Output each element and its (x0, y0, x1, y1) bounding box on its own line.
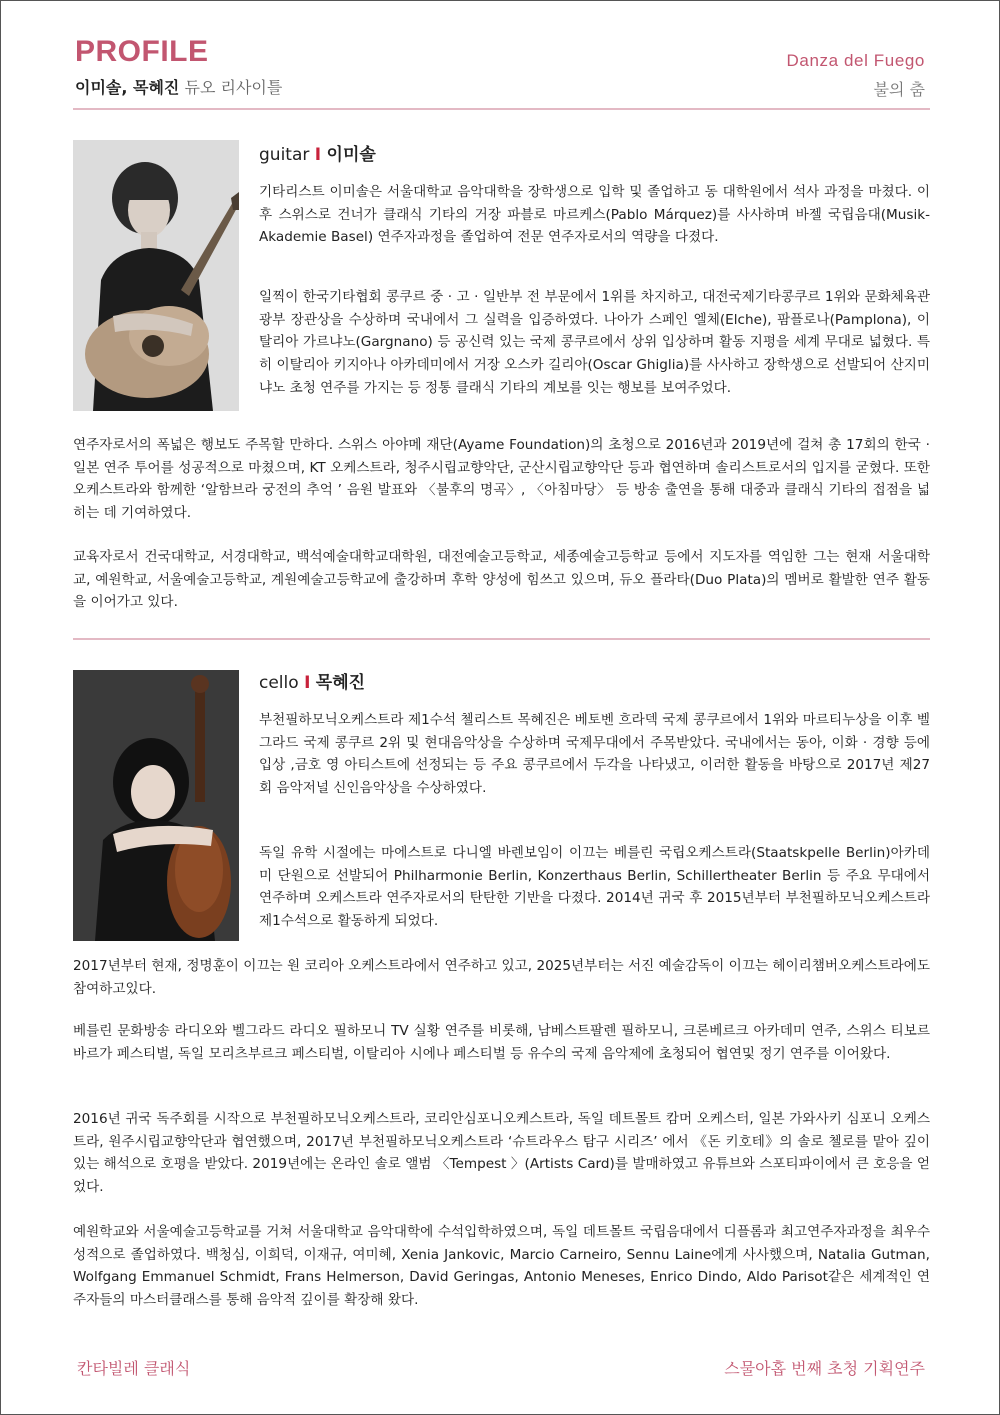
guitarist-bio-paragraph: 기타리스트 이미솔은 서울대학교 음악대학을 장학생으로 입학 및 졸업하고 동 대학원에서 석사 과정을 마쳤다. 이후 스위스로 건너가 클래식 기타의 거장 파블로 마르케스(Pablo Márquez)를 사사하며 바젤 국립음대(Musik-Akademie Basel) 연주자과정을 졸업하여 전문 연주자로서의 역량을 다졌다. (259, 184, 930, 246)
guitarist-photo (73, 140, 239, 411)
performer-names: 이미솔, 목혜진 (75, 78, 180, 97)
cellist-bio-paragraph: 2016년 귀국 독주회를 시작으로 부천필하모닉오케스트라, 코리안심포니오케스트라, 독일 데트몰트 캄머 오케스터, 일본 가와사키 심포니 오케스트라, 원주시립교향악단과 협연했으며, 2017년 부천필하모닉오케스트라 ‘슈트라우스 탐구 시리즈’ 에서 《돈 키호테》의 솔로 첼로를 맡아 깊이 있는 해석으로 호평을 받았다. 2019년에는 온라인 솔로 앨범 〈Tempest 〉(Artists Card)를 발매하였고 유튜브와 스포티파이에서 큰 호응을 얻었다. (73, 1111, 930, 1196)
cellist-bio-paragraph: 독일 유학 시절에는 마에스트로 다니엘 바렌보임이 이끄는 베를린 국립오케스트라(Staatskpelle Berlin)아카데미 단원으로 선발되어 Philharmonie Berlin, Konzerthaus Berlin, Schillertheater Berlin 등 주요 무대에서 연주하며 오케스트라 연주자로서의 탄탄한 기반을 다졌다. 2014년 귀국 후 2015년부터 부천필하모닉오케스트라 제1수석으로 활동하게 되었다. (259, 845, 930, 930)
heading-separator: I (304, 673, 311, 693)
cellist-bio-paragraph: 베를린 문화방송 라디오와 벨그라드 라디오 필하모니 TV 실황 연주를 비롯해, 남베스트팔렌 필하모니, 크론베르크 아카데미 연주, 스위스 티보르 바르가 페스티벌, 독일 모리츠부르크 페스티벌, 이탈리아 시에나 페스티벌 등 유수의 국제 음악제에 초청되어 협연및 정기 연주를 이어왔다. (73, 1023, 930, 1062)
guitarist-instrument: guitar (259, 145, 310, 165)
footer-series: 칸타빌레 클래식 (77, 1359, 191, 1378)
guitarist-bio-paragraph: 연주자로서의 폭넓은 행보도 주목할 만하다. 스위스 아야메 재단(Ayame Foundation)의 초청으로 2016년과 2019년에 걸쳐 총 17회의 한국 · 일본 연주 투어를 성공적으로 마쳤으며, KT 오케스트라, 청주시립교향악단, 군산시립교향악단 등과 협연하며 솔리스트로서의 입지를 굳혔다. 또한 오케스트라와 함께한 ‘알함브라 궁전의 추억 ’ 음원 발표와 〈불후의 명곡〉, 〈아침마당〉 등 방송 출연을 통해 대중과 클래식 기타의 접점을 넓히는 데 기여하였다. (73, 437, 930, 522)
section-divider (73, 638, 930, 640)
guitarist-name: 이미솔 (326, 145, 376, 165)
heading-separator: I (314, 145, 322, 165)
cellist-name: 목혜진 (315, 673, 366, 693)
guitarist-bio-paragraph: 일찍이 한국기타협회 콩쿠르 중 · 고 · 일반부 전 부문에서 1위를 차지하고, 대전국제기타콩쿠르 1위와 문화체육관광부 장관상을 수상하며 국내에서 그 실력을 입증하였다. 나아가 스페인 엘체(Elche), 팜플로나(Pamplona), 이탈리아 가르냐노(Gargnano) 등 공신력 있는 국제 콩쿠르에서 상위 입상하며 활동 지평을 세계 무대로 넓혔다. 특히 이탈리아 키지아나 아카데미에서 거장 오스카 길리아(Oscar Ghiglia)를 사사하고 장학생으로 선발되어 산지미냐노 초청 연주를 가지는 등 정통 클래식 기타의 계보를 잇는 행보를 보여주었다. (259, 289, 930, 396)
cellist-bio-paragraph: 예원학교와 서울예술고등학교를 거쳐 서울대학교 음악대학에 수석입학하였으며, 독일 데트몰트 국립음대에서 디플롬과 최고연주자과정을 최우수 성적으로 졸업하였다. 백청심, 이희덕, 이재규, 여미혜, Xenia Jankovic, Marcio Carneiro, Sennu Laine에게 사사했으며, Natalia Gutman, Wolfgang Emmanuel Schmidt, Frans Helmerson, David Geringas, Antonio Meneses, Enrico Dindo, Aldo Parisot같은 세계적인 연주자들의 마스터클래스를 통해 음악적 깊이를 확장해 왔다. (73, 1224, 930, 1309)
guitarist-bio-paragraph: 교육자로서 건국대학교, 서경대학교, 백석예술대학교대학원, 대전예술고등학교, 세종예술고등학교 등에서 지도자를 역임한 그는 현재 서울대학교, 예원학교, 서울예술고등학교, 계원예술고등학교에 출강하며 후학 양성에 힘쓰고 있으며, 듀오 플라타(Duo Plata)의 멤버로 활발한 연주 활동을 이어가고 있다. (73, 549, 930, 611)
recital-label: 듀오 리사이틀 (184, 78, 283, 97)
page-subtitle (75, 75, 282, 98)
header-divider (73, 108, 930, 110)
cellist-instrument: cello (259, 673, 299, 693)
event-title: Danza del Fuego (786, 51, 925, 70)
cellist-heading (259, 668, 365, 693)
event-subtitle: 불의 춤 (873, 80, 925, 99)
cellist-bio-paragraph: 부천필하모닉오케스트라 제1수석 첼리스트 목혜진은 베토벤 흐라덱 국제 콩쿠르에서 1위와 마르티누상을 이후 벨그라드 국제 콩쿠르 2위 및 현대음악상을 수상하며 국제무대에서 주목받았다. 국내에서는 동아, 이화 · 경향 등에 입상 ,금호 영 아티스트에 선정되는 등 주요 콩쿠르에서 두각을 나타냈고, 이러한 활동을 바탕으로 2017년 제27회 음악저널 신인음악상을 수상하였다. (259, 712, 930, 797)
cellist-photo (73, 670, 239, 941)
guitarist-heading (259, 140, 376, 165)
page-title: PROFILE (75, 35, 209, 68)
cellist-bio-paragraph: 2017년부터 현재, 정명훈이 이끄는 원 코리아 오케스트라에서 연주하고 있고, 2025년부터는 서진 예술감독이 이끄는 헤이리챔버오케스트라에도 참여하고있다. (73, 958, 930, 997)
footer-concert: 스물아홉 번째 초청 기획연주 (724, 1359, 925, 1378)
